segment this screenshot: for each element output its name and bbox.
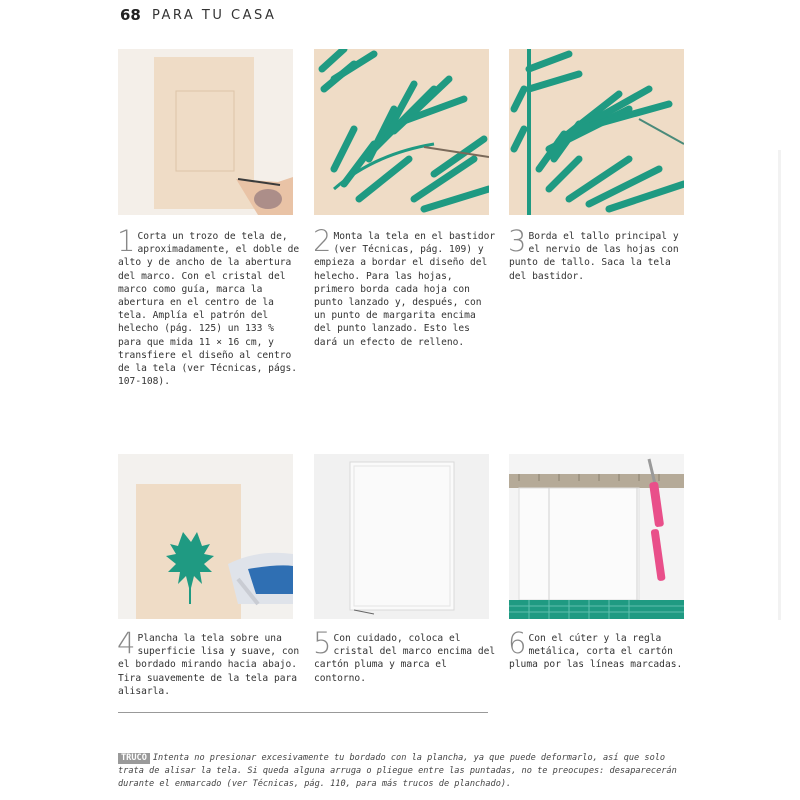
photo-step-1 (118, 49, 293, 215)
step-4-number: 4 (117, 626, 136, 660)
step-5-number: 5 (313, 626, 332, 660)
page-edge-shadow (778, 150, 781, 620)
photo-step-6 (509, 454, 684, 619)
step-5-text: Con cuidado, coloca el cristal del marco encima del cartón pluma y marca el contorno. (314, 633, 496, 684)
step-3 (508, 224, 691, 283)
step-1-text: Corta un trozo de tela de, aproximadamente, el doble de alto y de ancho de la abertura del marco. Con el cristal del marco como guía, marca la abertura en el centro de la tela. Amplía el patrón del helecho (pág. 125) un 133 % para que mida 11 × 16 cm, y transfiere el diseño al centro de la tela (ver Técnicas, págs. 107-108). (118, 231, 300, 388)
photo-step-5 (314, 454, 489, 619)
step-1 (117, 224, 300, 388)
photo-step-4 (118, 454, 293, 619)
page-number: 68 (120, 6, 141, 24)
tip-text: Intenta no presionar excesivamente tu bordado con la plancha, ya que puede deformarlo, así que solo trata de alisar la tela. Si queda alguna arruga o pliegue entre las puntadas, no te preocupes: desaparecerán durante el enmarcado (ver Técnicas, pág. 110, para más trucos de planchado). (118, 753, 677, 789)
section-title: PARA TU CASA (152, 8, 277, 23)
tip-box (118, 752, 678, 791)
step-5 (313, 626, 496, 685)
step-2 (313, 224, 496, 349)
step-6 (508, 626, 691, 672)
step-1-number: 1 (117, 224, 136, 258)
step-6-number: 6 (508, 626, 527, 660)
step-2-number: 2 (313, 224, 332, 258)
step-4 (117, 626, 300, 698)
photo-step-3 (509, 49, 684, 215)
step-2-text: Monta la tela en el bastidor (ver Técnicas, pág. 109) y empieza a bordar el diseño del helecho. Para las hojas, primero borda cada hoja con punto lanzado y, después, con un punto de margarita encima del punto lanzado. Esto les dará un efecto de relleno. (314, 231, 496, 348)
tip-label: TRUCO (118, 753, 150, 764)
photo-step-2 (314, 49, 489, 215)
step-3-number: 3 (508, 224, 527, 258)
step-6-text: Con el cúter y la regla metálica, corta el cartón pluma por las líneas marcadas. (509, 633, 683, 671)
step-3-text: Borda el tallo principal y el nervio de las hojas con punto de tallo. Saca la tela del bastidor. (509, 231, 679, 282)
step-4-text: Plancha la tela sobre una superficie lisa y suave, con el bordado mirando hacia abajo. Tira suavemente de la tela para alisarla. (118, 633, 300, 697)
divider (118, 712, 488, 713)
